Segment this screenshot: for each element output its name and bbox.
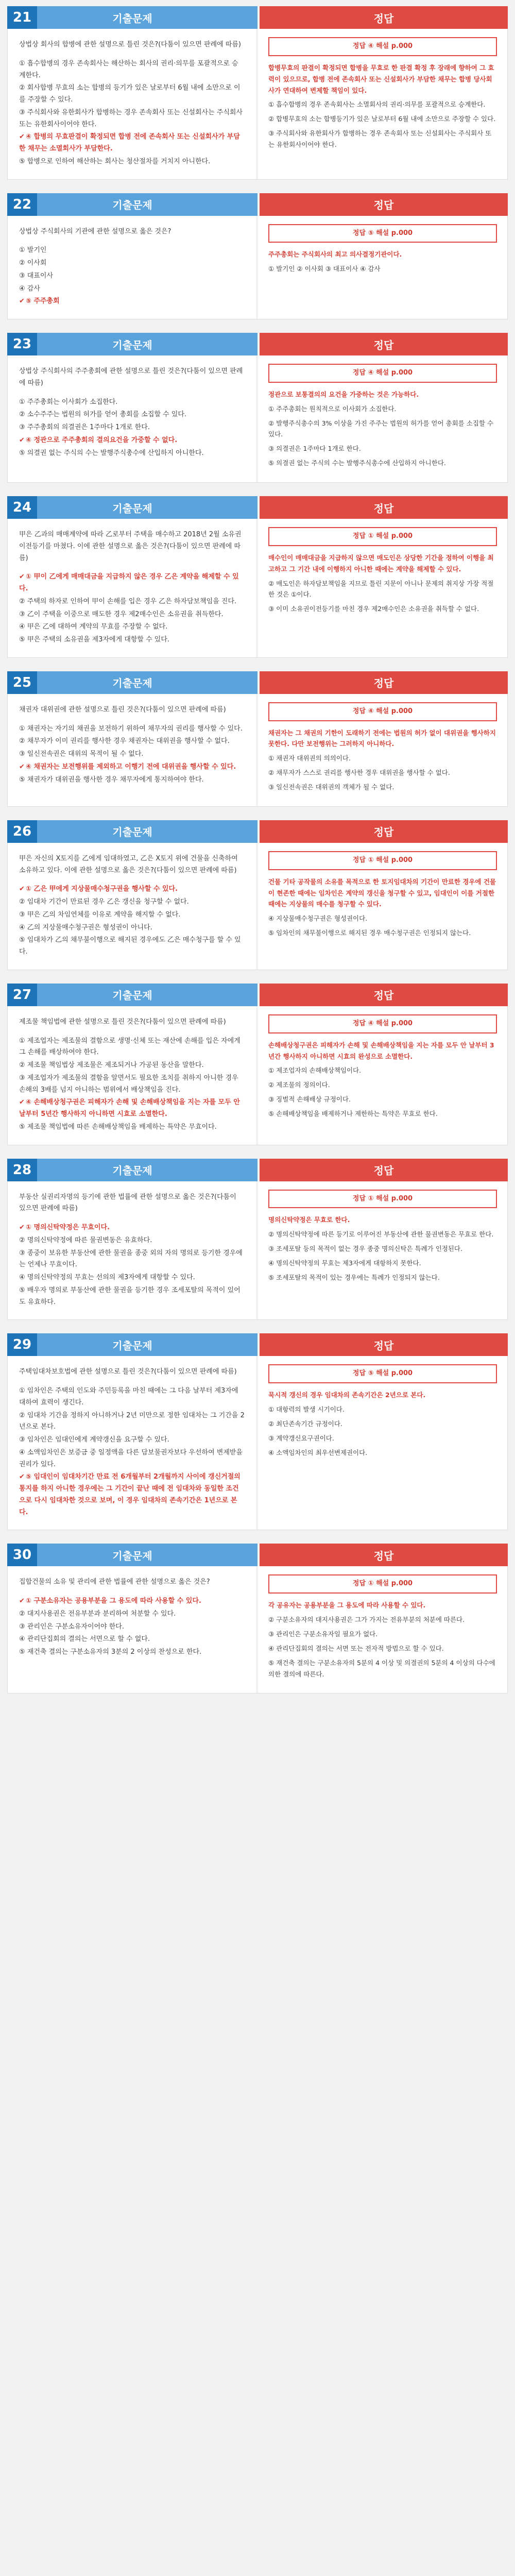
option-text: ⑤ 채권자가 대위권을 행사한 경우 채무자에게 통지하여야 한다. bbox=[19, 775, 204, 784]
option-text: ① 발기인 bbox=[19, 246, 47, 255]
answer-panel bbox=[258, 1181, 507, 1320]
block-header bbox=[7, 1159, 508, 1181]
answer-panel bbox=[258, 29, 507, 179]
question-header: 기출문제 bbox=[7, 333, 258, 355]
option-text: ② 회사합병 무효의 소는 합병의 등기가 있은 날로부터 6월 내에 소만으로 이를 주장할 수 있다. bbox=[19, 84, 241, 104]
question-text: 제조물 책임법에 관한 설명으로 틀린 것은?(다툼이 있으면 판례에 따름) bbox=[19, 1018, 226, 1026]
question-block bbox=[7, 1544, 508, 1693]
explanation bbox=[268, 249, 497, 275]
answer-header: 정답 bbox=[260, 671, 508, 694]
explanation-line: ④ 지상물매수청구권은 형성권이다. bbox=[268, 914, 368, 923]
check-icon: ✔ bbox=[19, 573, 25, 581]
question-header: 기출문제 bbox=[7, 1544, 258, 1566]
explanation-line: ④ 소액임차인의 최우선변제권이다. bbox=[268, 1448, 368, 1456]
answer-header: 정답 bbox=[260, 1159, 508, 1181]
question-text: 주택임대차보호법에 관한 설명으로 틀린 것은?(다툼이 있으면 판례에 따름) bbox=[19, 1368, 237, 1376]
explanation-line: ③ 일신전속권은 대위권의 객체가 될 수 없다. bbox=[268, 783, 394, 791]
option bbox=[19, 909, 245, 921]
option bbox=[19, 270, 245, 282]
question-text: 집합건물의 소유 및 관리에 관한 법률에 관한 설명으로 옳은 것은? bbox=[19, 1578, 210, 1586]
question-block bbox=[7, 333, 508, 483]
explanation-line: 명의신탁약정은 무효로 한다. bbox=[268, 1216, 350, 1224]
option-text: ① 채권자는 자기의 채권을 보전하기 위하여 채무자의 권리를 행사할 수 있다. bbox=[19, 724, 243, 733]
question-header: 기출문제 bbox=[7, 984, 258, 1006]
explanation-line: ① 제조업자의 손해배상책임이다. bbox=[268, 1066, 362, 1075]
option bbox=[19, 1447, 245, 1471]
explanation-line: ③ 징벌적 손해배상 규정이다. bbox=[268, 1095, 351, 1104]
option-text: ② 소수주주는 법원의 허가를 얻어 총회를 소집할 수 있다. bbox=[19, 411, 187, 419]
question-header: 기출문제 bbox=[7, 193, 258, 216]
option-text: ⑤ 합병으로 인하여 해산하는 회사는 청산절차를 거치지 아니한다. bbox=[19, 157, 211, 165]
option bbox=[19, 1073, 245, 1096]
option-text: ② 임대차 기간을 정하지 아니하거나 2년 미만으로 정한 임대차는 그 기간을 2년으로 본다. bbox=[19, 1411, 245, 1431]
correct-option bbox=[19, 435, 245, 447]
option-text: ④ 소액임차인은 보증금 중 일정액을 다른 담보물권자보다 우선하여 변제받을 권리가 있다. bbox=[19, 1448, 243, 1468]
question-text: 甲은 자신의 X토지를 乙에게 임대하였고, 乙은 X토지 위에 건물을 신축하여 소유하고 있다. 이에 관한 설명으로 옳은 것은?(다툼이 있으면 판례에 따름) bbox=[19, 854, 238, 874]
answer-panel bbox=[258, 1356, 507, 1530]
option-text: ④ 채권자는 보전행위를 제외하고 이행기 전에 대위권을 행사할 수 있다. bbox=[25, 762, 236, 771]
question-panel bbox=[8, 29, 258, 179]
option-text: ⑤ 제조물 책임법에 따른 손해배상책임을 배제하는 특약은 무효이다. bbox=[19, 1123, 217, 1131]
option-text: ① 甲이 乙에게 매매대금을 지급하지 않은 경우 乙은 계약을 해제할 수 있다. bbox=[19, 573, 239, 592]
question-number: 25 bbox=[7, 671, 37, 694]
option bbox=[19, 1272, 245, 1284]
explanation-line: ① 대항력의 발생 시기이다. bbox=[268, 1405, 345, 1413]
explanation-line: ⑤ 조세포탈의 목적이 있는 경우에는 특례가 인정되지 않는다. bbox=[268, 1273, 440, 1281]
option-list bbox=[19, 397, 245, 460]
answer-title: 정답 ① 해설 p.000 bbox=[268, 1190, 497, 1209]
option bbox=[19, 1410, 245, 1434]
option bbox=[19, 156, 245, 168]
question-number: 28 bbox=[7, 1159, 37, 1181]
answer-header: 정답 bbox=[260, 193, 508, 216]
answer-header: 정답 bbox=[260, 1333, 508, 1356]
option bbox=[19, 922, 245, 934]
question-block bbox=[7, 1159, 508, 1320]
question-block bbox=[7, 1333, 508, 1530]
explanation-line: ② 제조물의 정의이다. bbox=[268, 1081, 330, 1089]
option-text: ② 주택의 하자로 인하여 甲이 손해를 입은 경우 乙은 하자담보책임을 진다. bbox=[19, 597, 237, 605]
option bbox=[19, 1647, 245, 1658]
explanation bbox=[268, 1389, 497, 1458]
question-header: 기출문제 bbox=[7, 820, 258, 843]
explanation-line: ① 발기인 ② 이사회 ③ 대표이사 ④ 감사 bbox=[268, 265, 381, 273]
explanation-line: ④ 관리단집회의 결의는 서면 또는 전자적 방법으로 할 수 있다. bbox=[268, 1644, 444, 1652]
answer-panel bbox=[258, 694, 507, 806]
answer-panel bbox=[258, 216, 507, 319]
option-text: ② 채무자가 이미 권리를 행사한 경우 채권자는 대위권을 행사할 수 없다. bbox=[19, 737, 230, 745]
correct-option bbox=[19, 571, 245, 595]
explanation bbox=[268, 727, 497, 793]
question-panel bbox=[8, 1356, 258, 1530]
explanation-line: ② 구분소유자의 대지사용권은 그가 가지는 전유부분의 처분에 따른다. bbox=[268, 1616, 465, 1623]
question-panel bbox=[8, 355, 258, 482]
option bbox=[19, 448, 245, 460]
option-text: ⑤ 甲은 주택의 소유권을 제3자에게 대항할 수 있다. bbox=[19, 636, 170, 643]
answer-header: 정답 bbox=[260, 984, 508, 1006]
option bbox=[19, 422, 245, 434]
question-number: 24 bbox=[7, 496, 37, 519]
question-text: 상법상 주식회사의 기관에 관한 설명으로 옳은 것은? bbox=[19, 227, 171, 235]
answer-header: 정답 bbox=[260, 1544, 508, 1566]
check-icon: ✔ bbox=[19, 1098, 25, 1107]
answer-panel bbox=[258, 843, 507, 970]
option bbox=[19, 723, 245, 735]
option-list bbox=[19, 245, 245, 308]
option bbox=[19, 1385, 245, 1409]
option-text: ④ 감사 bbox=[19, 284, 40, 293]
option bbox=[19, 1434, 245, 1446]
question-number: 30 bbox=[7, 1544, 37, 1566]
question-panel bbox=[8, 843, 258, 970]
explanation-line: 매수인이 매매대금을 지급하지 않으면 매도인은 상당한 기간을 정하여 이행을 최고하고 그 기간 내에 이행하지 아니한 때에는 계약을 해제할 수 있다. bbox=[268, 553, 494, 573]
answer-title: 정답 ④ 해설 p.000 bbox=[268, 37, 497, 56]
explanation-line: 건물 기타 공작물의 소유를 목적으로 한 토지임대차의 기간이 만료한 경우에 건물이 현존한 때에는 임차인은 계약의 갱신을 청구할 수 있고, 임대인이 이를 거절한 때에는 지상물의 매수를 청구할 수 있다. bbox=[268, 877, 496, 908]
option bbox=[19, 107, 245, 131]
question-panel bbox=[8, 1006, 258, 1145]
option-list bbox=[19, 571, 245, 646]
explanation bbox=[268, 876, 497, 939]
block-body bbox=[7, 29, 508, 180]
question-text: 부동산 실권리자명의 등기에 관한 법률에 관한 설명으로 옳은 것은?(다툼이 있으면 판례에 따름) bbox=[19, 1193, 236, 1213]
option-text: ⑤ 배우자 명의로 부동산에 관한 물권을 등기한 경우 조세포탈의 목적이 있어도 유효하다. bbox=[19, 1286, 241, 1306]
option bbox=[19, 896, 245, 908]
question-number: 21 bbox=[7, 6, 37, 29]
option bbox=[19, 1621, 245, 1633]
question-block bbox=[7, 6, 508, 180]
explanation-line: 각 공유자는 공용부분을 그 용도에 따라 사용할 수 있다. bbox=[268, 1601, 426, 1609]
question-block bbox=[7, 671, 508, 807]
question-number: 29 bbox=[7, 1333, 37, 1356]
option-text: ① 명의신탁약정은 무효이다. bbox=[25, 1224, 110, 1232]
correct-option bbox=[19, 1471, 245, 1518]
option-text: ③ 종중이 보유한 부동산에 관한 물권을 종중 외의 자의 명의로 등기한 경우에는 언제나 무효이다. bbox=[19, 1249, 243, 1269]
question-block bbox=[7, 984, 508, 1145]
option-text: ③ 대표이사 bbox=[19, 272, 54, 280]
block-header bbox=[7, 1333, 508, 1356]
question-number: 27 bbox=[7, 984, 37, 1006]
question-number: 23 bbox=[7, 333, 37, 355]
option-list bbox=[19, 1036, 245, 1133]
question-panel bbox=[8, 216, 258, 319]
option bbox=[19, 596, 245, 608]
option-text: ④ 합병의 무효판결이 확정되면 합병 전에 존속회사 또는 신설회사가 부담한 채무는 소멸회사가 부담한다. bbox=[19, 133, 240, 152]
answer-header: 정답 bbox=[260, 820, 508, 843]
option-text: ⑤ 재건축 결의는 구분소유자의 3분의 2 이상의 찬성으로 한다. bbox=[19, 1648, 202, 1656]
correct-option bbox=[19, 1097, 245, 1121]
explanation-line: ① 채권자 대위권의 의의이다. bbox=[268, 754, 351, 762]
option-text: ① 주주총회는 이사회가 소집한다. bbox=[19, 398, 118, 406]
answer-title: 정답 ⑤ 해설 p.000 bbox=[268, 224, 497, 243]
option-text: ④ 명의신탁약정의 무효는 선의의 제3자에게 대항할 수 있다. bbox=[19, 1274, 195, 1282]
option bbox=[19, 774, 245, 786]
check-icon: ✔ bbox=[19, 762, 25, 771]
answer-title: 정답 ① 해설 p.000 bbox=[268, 1574, 497, 1594]
explanation-line: 주주총회는 주식회사의 최고 의사결정기관이다. bbox=[268, 250, 402, 259]
check-icon: ✔ bbox=[19, 885, 25, 893]
answer-title: 정답 ④ 해설 p.000 bbox=[268, 702, 497, 721]
question-text: 甲은 乙과의 매매계약에 따라 乙로부터 주택을 매수하고 2018년 2월 소유권이전등기를 마쳤다. 이에 관한 설명으로 옳은 것은?(다툼이 있으면 판례에 따름) bbox=[19, 531, 242, 562]
answer-title: 정답 ④ 해설 p.000 bbox=[268, 364, 497, 383]
option bbox=[19, 1608, 245, 1620]
option-text: ③ 일신전속권은 대위의 목적이 될 수 없다. bbox=[19, 750, 144, 758]
explanation-line: 합병무효의 판결이 확정되면 합병을 무효로 한 판결 확정 후 장래에 향하여 그 효력이 있으므로, 합병 전에 존속회사 또는 신설회사가 부담한 채무는 합병 당사회사가 연대하여 변제할 책임이 있다. bbox=[268, 63, 494, 94]
block-header bbox=[7, 333, 508, 355]
question-text: 상법상 회사의 합병에 관한 설명으로 틀린 것은?(다툼이 있으면 판례에 따름) bbox=[19, 41, 241, 48]
explanation-line: 손해배상청구권은 피해자가 손해 및 손해배상책임을 지는 자를 모두 안 날부터 3년간 행사하지 아니하면 시효의 완성으로 소멸한다. bbox=[268, 1041, 494, 1060]
option bbox=[19, 935, 245, 958]
option bbox=[19, 1122, 245, 1133]
explanation-line: ③ 이미 소유권이전등기를 마친 경우 제2매수인은 소유권을 취득할 수 없다. bbox=[268, 605, 479, 613]
explanation-line: ① 흡수합병의 경우 존속회사는 소멸회사의 권리·의무를 포괄적으로 승계한다. bbox=[268, 100, 486, 109]
option-text: ⑤ 임대인이 임대차기간 만료 전 6개월부터 2개월까지 사이에 갱신거절의 통지를 하지 아니한 경우에는 그 기간이 끝난 때에 전 임대차와 동일한 조건으로 다시 임대차한 것으로 보며, 이 경우 임대차의 존속기간은 1년으로 본다. bbox=[19, 1473, 241, 1516]
block-body bbox=[7, 355, 508, 483]
answer-title: 정답 ① 해설 p.000 bbox=[268, 527, 497, 546]
explanation-line: ⑤ 의결권 없는 주식의 수는 발행주식총수에 산입하지 아니한다. bbox=[268, 459, 446, 467]
check-icon: ✔ bbox=[19, 297, 25, 306]
explanation-line: ③ 계약갱신요구권이다. bbox=[268, 1434, 334, 1442]
correct-option bbox=[19, 296, 245, 308]
correct-option bbox=[19, 1222, 245, 1234]
option bbox=[19, 1036, 245, 1059]
option-text: ② 임대차 기간이 만료된 경우 乙은 갱신을 청구할 수 없다. bbox=[19, 898, 189, 906]
option bbox=[19, 58, 245, 82]
explanation-line: 묵시적 갱신의 경우 임대차의 존속기간은 2년으로 본다. bbox=[268, 1391, 426, 1399]
block-body bbox=[7, 1006, 508, 1145]
option-text: ③ 甲은 乙의 차임연체를 이유로 계약을 해지할 수 없다. bbox=[19, 910, 181, 919]
block-body bbox=[7, 1566, 508, 1693]
question-header: 기출문제 bbox=[7, 671, 258, 694]
option-list bbox=[19, 884, 245, 958]
block-header bbox=[7, 193, 508, 216]
option-text: ④ 甲은 乙에 대하여 계약의 무효를 주장할 수 없다. bbox=[19, 623, 168, 631]
option-text: ⑤ 임대차가 乙의 채무불이행으로 해지된 경우에도 乙은 매수청구를 할 수 있다. bbox=[19, 936, 241, 956]
option bbox=[19, 621, 245, 633]
block-body bbox=[7, 1181, 508, 1320]
correct-option bbox=[19, 884, 245, 895]
question-panel bbox=[8, 519, 258, 657]
option-text: ② 이사회 bbox=[19, 259, 47, 267]
explanation-line: ② 매도인은 하자담보책임을 지므로 틀린 지문이 아니나 문제의 취지상 가장 적절한 것은 ①이다. bbox=[268, 579, 494, 599]
block-header bbox=[7, 984, 508, 1006]
explanation-line: 정관으로 보통결의의 요건을 가중하는 것은 가능하다. bbox=[268, 390, 419, 398]
correct-option bbox=[19, 131, 245, 155]
option bbox=[19, 245, 245, 257]
block-header bbox=[7, 671, 508, 694]
option-text: ⑤ 의결권 없는 주식의 수는 발행주식총수에 산입하지 아니한다. bbox=[19, 449, 204, 457]
block-header bbox=[7, 1544, 508, 1566]
option bbox=[19, 258, 245, 269]
question-number: 22 bbox=[7, 193, 37, 216]
option-text: ③ 乙이 주택을 이중으로 매도한 경우 제2매수인은 소유권을 취득한다. bbox=[19, 610, 224, 618]
block-header bbox=[7, 496, 508, 519]
option-text: ⑤ 주주총회 bbox=[25, 297, 60, 306]
option bbox=[19, 749, 245, 760]
check-icon: ✔ bbox=[19, 1224, 25, 1232]
question-text: 채권자 대위권에 관한 설명으로 틀린 것은?(다툼이 있으면 판례에 따름) bbox=[19, 705, 226, 714]
option-text: ③ 임차인은 임대인에게 계약갱신을 요구할 수 있다. bbox=[19, 1436, 169, 1444]
option bbox=[19, 1285, 245, 1309]
explanation-line: ② 합병무효의 소는 합병등기가 있은 날로부터 6월 내에 소만으로 주장할 수 있다. bbox=[268, 115, 496, 123]
explanation bbox=[268, 1214, 497, 1283]
question-panel bbox=[8, 1181, 258, 1320]
explanation-line: ② 최단존속기간 규정이다. bbox=[268, 1419, 342, 1428]
question-block bbox=[7, 193, 508, 320]
explanation-line: ⑤ 임차인의 채무불이행으로 해지된 경우 매수청구권은 인정되지 않는다. bbox=[268, 929, 471, 937]
question-text: 상법상 주식회사의 주주총회에 관한 설명으로 틀린 것은?(다툼이 있으면 판례에 따름) bbox=[19, 367, 243, 387]
explanation-line: ⑤ 재건축 결의는 구분소유자의 5분의 4 이상 및 의결권의 5분의 4 이상의 다수에 의한 결의에 따른다. bbox=[268, 1658, 495, 1678]
explanation-line: ① 주주총회는 원칙적으로 이사회가 소집한다. bbox=[268, 404, 397, 413]
option-text: ④ 정관으로 주주총회의 결의요건을 가중할 수 없다. bbox=[25, 436, 178, 444]
option bbox=[19, 1235, 245, 1247]
block-header bbox=[7, 6, 508, 29]
answer-header: 정답 bbox=[260, 6, 508, 29]
explanation-line: ② 명의신탁약정에 따른 등기로 이루어진 부동산에 관한 물권변동은 무효로 한다. bbox=[268, 1230, 494, 1239]
question-header: 기출문제 bbox=[7, 6, 258, 29]
option bbox=[19, 736, 245, 748]
option bbox=[19, 1060, 245, 1072]
option bbox=[19, 397, 245, 409]
question-header: 기출문제 bbox=[7, 496, 258, 519]
option-list bbox=[19, 723, 245, 786]
answer-panel bbox=[258, 1566, 507, 1693]
explanation bbox=[268, 1040, 497, 1120]
question-block bbox=[7, 496, 508, 658]
option-text: ① 임차인은 주택의 인도와 주민등록을 마친 때에는 그 다음 날부터 제3자에 대하여 효력이 생긴다. bbox=[19, 1387, 238, 1406]
answer-panel bbox=[258, 1006, 507, 1145]
option-text: ① 乙은 甲에게 지상물매수청구권을 행사할 수 있다. bbox=[25, 885, 178, 893]
explanation-line: 채권자는 그 채권의 기한이 도래하기 전에는 법원의 허가 없이 대위권을 행사하지 못한다. 다만 보전행위는 그러하지 아니하다. bbox=[268, 728, 496, 748]
question-block bbox=[7, 820, 508, 970]
option bbox=[19, 82, 245, 106]
answer-header: 정답 bbox=[260, 496, 508, 519]
question-number: 26 bbox=[7, 820, 37, 843]
explanation-line: ③ 주식회사와 유한회사가 합병하는 경우 존속회사 또는 신설회사는 주식회사 또는 유한회사이어야 한다. bbox=[268, 129, 492, 148]
check-icon: ✔ bbox=[19, 133, 25, 141]
question-header: 기출문제 bbox=[7, 1333, 258, 1356]
block-body bbox=[7, 694, 508, 807]
check-icon: ✔ bbox=[19, 436, 25, 444]
option-list bbox=[19, 1222, 245, 1308]
option bbox=[19, 609, 245, 621]
answer-title: 정답 ⑤ 해설 p.000 bbox=[268, 1364, 497, 1383]
explanation-line: ② 채무자가 스스로 권리를 행사한 경우 대위권을 행사할 수 없다. bbox=[268, 769, 450, 777]
option-text: ① 제조업자는 제조물의 결함으로 생명·신체 또는 재산에 손해를 입은 자에게 그 손해를 배상하여야 한다. bbox=[19, 1037, 241, 1057]
option-text: ② 대지사용권은 전유부분과 분리하여 처분할 수 있다. bbox=[19, 1609, 176, 1618]
block-body bbox=[7, 216, 508, 320]
question-panel bbox=[8, 1566, 258, 1693]
answer-title: 정답 ④ 해설 p.000 bbox=[268, 1014, 497, 1033]
option-list bbox=[19, 1385, 245, 1518]
option-text: ① 흡수합병의 경우 존속회사는 해산하는 회사의 권리·의무를 포괄적으로 승계한다. bbox=[19, 59, 238, 79]
explanation bbox=[268, 62, 497, 150]
correct-option bbox=[19, 1596, 245, 1607]
answer-header: 정답 bbox=[260, 333, 508, 355]
option bbox=[19, 1248, 245, 1272]
option-text: ③ 주주총회의 의결권은 1주마다 1개로 한다. bbox=[19, 423, 150, 431]
option-text: ② 제조물 책임법상 제조물은 제조되거나 가공된 동산을 말한다. bbox=[19, 1061, 204, 1070]
question-header: 기출문제 bbox=[7, 1159, 258, 1181]
option bbox=[19, 283, 245, 295]
option-text: ④ 관리단집회의 결의는 서면으로 할 수 없다. bbox=[19, 1635, 150, 1643]
explanation-line: ④ 명의신탁약정의 무효는 제3자에게 대항하지 못한다. bbox=[268, 1259, 421, 1267]
answer-panel bbox=[258, 519, 507, 657]
check-icon: ✔ bbox=[19, 1473, 25, 1481]
question-panel bbox=[8, 694, 258, 806]
option-text: ④ 乙의 지상물매수청구권은 형성권이 아니다. bbox=[19, 923, 152, 931]
check-icon: ✔ bbox=[19, 1597, 25, 1605]
block-body bbox=[7, 519, 508, 658]
option-text: ③ 제조업자가 제조물의 결함을 알면서도 필요한 조치를 취하지 아니한 경우 손해의 3배를 넘지 아니하는 범위에서 배상책임을 진다. bbox=[19, 1074, 238, 1094]
explanation-line: ⑤ 손해배상책임을 배제하거나 제한하는 특약은 무효로 한다. bbox=[268, 1110, 438, 1117]
explanation bbox=[268, 389, 497, 469]
correct-option bbox=[19, 761, 245, 773]
answer-title: 정답 ① 해설 p.000 bbox=[268, 851, 497, 870]
explanation bbox=[268, 552, 497, 615]
explanation-line: ② 발행주식총수의 3% 이상을 가진 주주는 법원의 허가를 얻어 총회를 소집할 수 있다. bbox=[268, 419, 493, 438]
explanation-line: ③ 관리인은 구분소유자일 필요가 없다. bbox=[268, 1630, 378, 1638]
explanation-line: ③ 조세포탈 등의 목적이 없는 경우 종중 명의신탁은 특례가 인정된다. bbox=[268, 1245, 462, 1253]
option-list bbox=[19, 58, 245, 168]
option-text: ② 명의신탁약정에 따른 물권변동은 유효하다. bbox=[19, 1236, 152, 1244]
option-text: ① 구분소유자는 공용부분을 그 용도에 따라 사용할 수 있다. bbox=[25, 1597, 201, 1605]
option bbox=[19, 409, 245, 421]
explanation bbox=[268, 1600, 497, 1680]
option-text: ③ 관리인은 구분소유자이어야 한다. bbox=[19, 1622, 124, 1631]
option bbox=[19, 634, 245, 646]
block-header bbox=[7, 820, 508, 843]
answer-panel bbox=[258, 355, 507, 482]
option bbox=[19, 1634, 245, 1646]
block-body bbox=[7, 843, 508, 970]
option-text: ③ 주식회사와 유한회사가 합병하는 경우 존속회사 또는 신설회사는 주식회사 또는 유한회사이어야 한다. bbox=[19, 108, 243, 128]
option-list bbox=[19, 1596, 245, 1658]
option-text: ④ 손해배상청구권은 피해자가 손해 및 손해배상책임을 지는 자를 모두 안 날부터 5년간 행사하지 아니하면 시효로 소멸한다. bbox=[19, 1098, 240, 1118]
explanation-line: ③ 의결권은 1주마다 1개로 한다. bbox=[268, 445, 361, 453]
block-body bbox=[7, 1356, 508, 1530]
